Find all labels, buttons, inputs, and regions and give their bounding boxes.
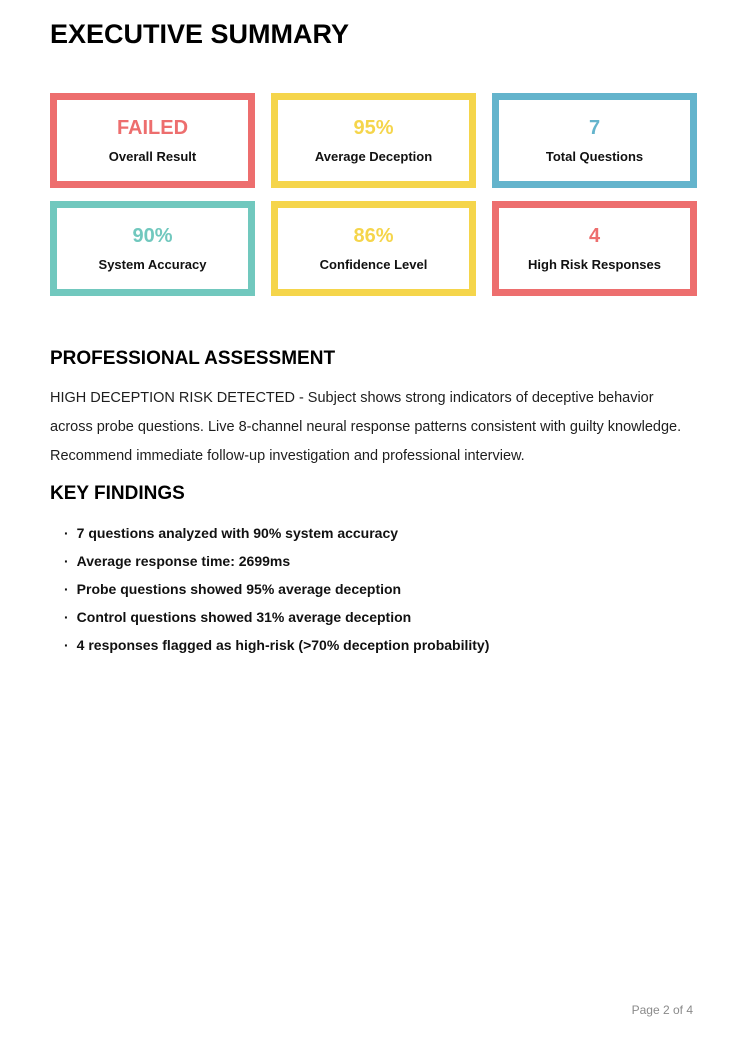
key-finding-item <box>64 637 697 653</box>
stat-value: 90% <box>132 225 173 247</box>
stat-value: 4 <box>588 225 601 247</box>
bullet-icon: · <box>64 609 69 625</box>
bullet-icon: · <box>64 637 69 653</box>
section-heading-key-findings: KEY FINDINGS <box>50 483 185 504</box>
stat-card-average-deception <box>271 93 476 188</box>
key-finding-item <box>64 553 697 569</box>
key-finding-text: 7 questions analyzed with 90% system accuracy <box>76 525 399 541</box>
stat-card-total-questions <box>492 93 697 188</box>
stat-label: Average Deception <box>314 149 433 164</box>
key-findings-list <box>50 525 697 653</box>
key-finding-text: Control questions showed 31% average deception <box>76 609 412 625</box>
stat-value: 86% <box>353 225 394 247</box>
stats-grid <box>50 93 697 296</box>
section-heading-professional-assessment: PROFESSIONAL ASSESSMENT <box>50 348 336 369</box>
assessment-paragraph: HIGH DECEPTION RISK DETECTED - Subject shows strong indicators of deceptive behavior across probe questions. Live 8-channel neural response patterns consistent with guilty knowledge. Recommend immediate follow-up investigation and professional interview. <box>50 390 682 464</box>
key-finding-text: 4 responses flagged as high-risk (>70% deception probability) <box>76 637 490 653</box>
stat-value: 7 <box>588 117 601 139</box>
key-finding-item <box>64 609 697 625</box>
page-title: EXECUTIVE SUMMARY <box>50 19 350 49</box>
bullet-icon: · <box>64 525 69 541</box>
bullet-icon: · <box>64 553 69 569</box>
stat-card-system-accuracy <box>50 201 255 296</box>
page-number: Page 2 of 4 <box>631 1003 693 1017</box>
bullet-icon: · <box>64 581 69 597</box>
stat-card-high-risk-responses <box>492 201 697 296</box>
stat-value: FAILED <box>116 117 189 139</box>
stat-card-overall-result <box>50 93 255 188</box>
key-finding-item <box>64 525 697 541</box>
key-finding-text: Probe questions showed 95% average deception <box>76 581 402 597</box>
stat-value: 95% <box>353 117 394 139</box>
stat-label: System Accuracy <box>98 257 207 272</box>
key-finding-text: Average response time: 2699ms <box>76 553 291 569</box>
stat-card-confidence-level <box>271 201 476 296</box>
stat-label: Total Questions <box>545 149 644 164</box>
stat-label: Overall Result <box>108 149 197 164</box>
stat-label: High Risk Responses <box>528 257 661 272</box>
stat-label: Confidence Level <box>319 257 428 272</box>
key-finding-item <box>64 581 697 597</box>
